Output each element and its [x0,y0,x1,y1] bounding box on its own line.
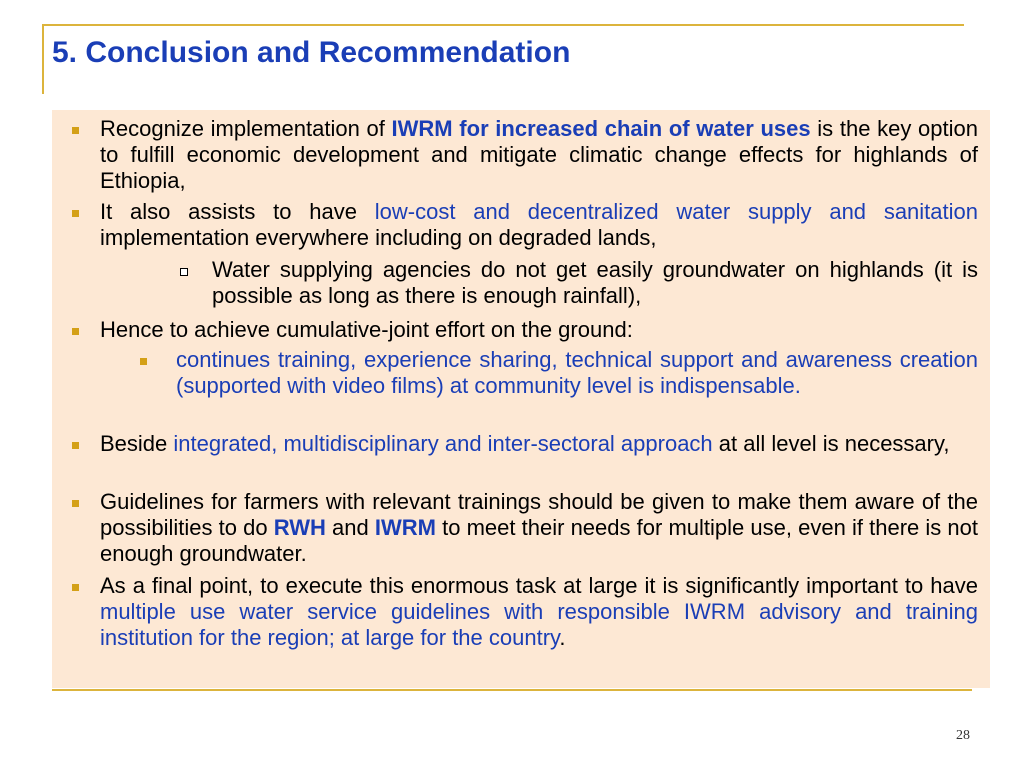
content-bottom-rule [52,689,972,691]
bullet-text: . [559,625,566,650]
bullet-text: at all level is necessary, [712,431,950,456]
bullet-item-iwrm-key-option [100,116,978,194]
bullet-text: Water supplying agencies do not get easily groundwater on highlands (it is possible as long as there is enough rainfall), [212,257,978,308]
hollow-square-bullet-icon [180,268,188,276]
content-box [52,110,990,688]
bullet-highlight: low-cost and decentralized water supply and sanitation [374,199,978,224]
square-bullet-icon [72,500,79,507]
bullet-item-integrated-approach [100,431,978,457]
bullet-text: implementation everywhere including on degraded lands, [100,225,657,250]
bullet-text: As a final point, to execute this enormous task at large it is significantly important to have [100,573,978,598]
bullet-item-farmer-guidelines [100,489,978,567]
bullet-highlight-rwh: RWH [273,515,326,540]
bullet-text: Recognize implementation of [100,116,392,141]
bullet-text: Guidelines for farmers with relevant trainings should be given to make them aware of the possibilities to do [100,489,978,540]
square-bullet-icon [72,442,79,449]
bullet-highlight: integrated, multidisciplinary and inter-sectoral approach [173,431,713,456]
sub-item-groundwater-agencies [212,257,978,309]
bullet-text: and [325,515,375,540]
bullet-text: to meet their needs for multiple use, even if there is not enough groundwater. [100,515,978,566]
page-number: 28 [956,728,970,743]
bullet-text: Hence to achieve cumulative-joint effort on the ground: [100,317,633,342]
bullet-text: continues training, experience sharing, technical support and awareness creation (supported with video films) at community level is indispensable. [176,347,978,398]
square-bullet-icon [72,210,79,217]
bullet-text: Beside [100,431,174,456]
slide-title: 5. Conclusion and Recommendation [52,36,571,69]
bullet-item-cumulative-effort [100,317,978,343]
bullet-item-low-cost-water-supply [100,199,978,251]
bullet-highlight: IWRM for increased chain of water uses [391,116,811,141]
title-frame-top-rule [42,24,964,26]
sub-item-continues-training [176,347,978,399]
square-bullet-icon [72,127,79,134]
bullet-list [52,110,990,688]
bullet-item-final-point [100,573,978,651]
square-bullet-icon [72,328,79,335]
bullet-highlight: multiple use water service guidelines with responsible IWRM advisory and training institution for the region; at large for the country [100,599,978,650]
bullet-highlight-iwrm: IWRM [374,515,436,540]
title-frame-left-rule [42,24,44,94]
square-bullet-icon [140,358,147,365]
bullet-text: is the key option to fulfill economic development and mitigate climatic change effects for highlands of Ethiopia, [100,116,978,193]
square-bullet-icon [72,584,79,591]
bullet-text: It also assists to have [100,199,375,224]
